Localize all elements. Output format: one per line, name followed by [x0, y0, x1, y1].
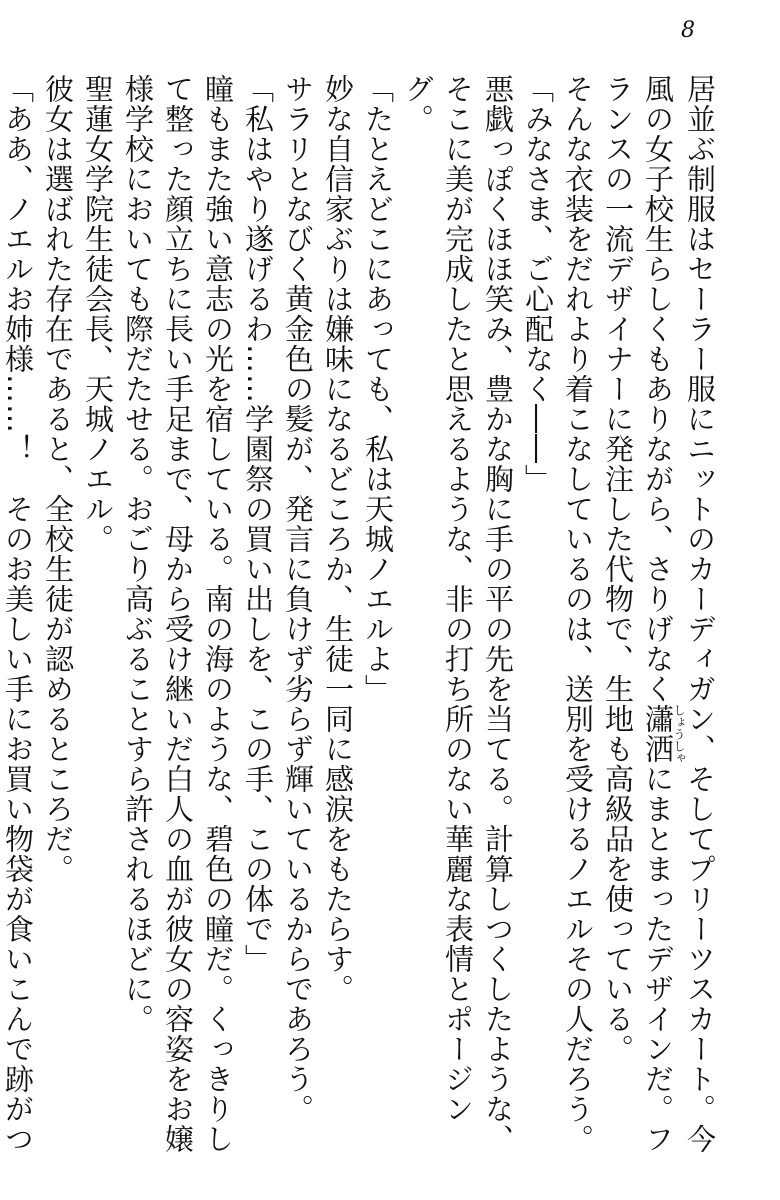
paragraph-text-after-ruby: にまとまったデザインだ。フランスの一流デザイナーに発注した代物で、生地も高級品を使っている。 [601, 74, 675, 1154]
paragraph: 妙な自信家ぶりは嫌味になるどころか、生徒一同に感涙をもたらす。 [321, 74, 355, 1004]
paragraph: 聖蓮女学院生徒会長、天城ノエル。 [81, 74, 115, 554]
body-text [1, 74, 720, 1174]
paragraph: サラリとなびく黄金色の髪が、発言に負けず劣らず輝いているからであろう。 [281, 74, 315, 1124]
page-number: 8 [681, 18, 695, 43]
paragraph: 彼女は選ばれた存在であると、全校生徒が認めるところだ。 [41, 74, 75, 884]
dialogue-line: 「私はやり遂げるわ……学園祭の買い出しを、この手、この体で」 [241, 74, 275, 974]
dialogue-line: 「みなさま、ご心配なく――」 [521, 74, 555, 494]
paragraph: 悪戯っぽくほほ笑み、豊かな胸に手の平の先を当てる。計算しつくしたような、そこに美が完成したと思えるような、非の打ち所のない華麗な表情とポージング。 [401, 74, 515, 1154]
ruby-annotated-word [641, 704, 686, 764]
paragraph: 瞳もまた強い意志の光を宿している。南の海のような、碧色の瞳だ。くっきりして整った顔立ちに長い手足まで、母から受け継いだ白人の血が彼女の容姿をお嬢様学校においても際だたせる。おごり高ぶることすら許されるほどに。 [121, 74, 235, 1154]
ruby-base: 瀟洒 [641, 704, 675, 764]
paragraph-text-before-ruby: 居並ぶ制服はセーラー服にニットのカーディガン、そしてプリーツスカート。今風の女子校生らしくもありながら、さりげなく [641, 74, 717, 1154]
dialogue-line: 「ああ、ノエルお姉様……！ そのお美しい手にお買い物袋が食いこんで跡がつ [1, 74, 35, 1154]
paragraph: そんな衣装をだれより着こなしているのは、送別を受けるノエルその人だろう。 [561, 74, 595, 1154]
dialogue-line: 「たとえどこにあっても、私は天城ノエルよ」 [361, 74, 395, 704]
paragraph-uniform-description [598, 74, 720, 1174]
ruby-reading: しょうしゃ [672, 704, 686, 764]
